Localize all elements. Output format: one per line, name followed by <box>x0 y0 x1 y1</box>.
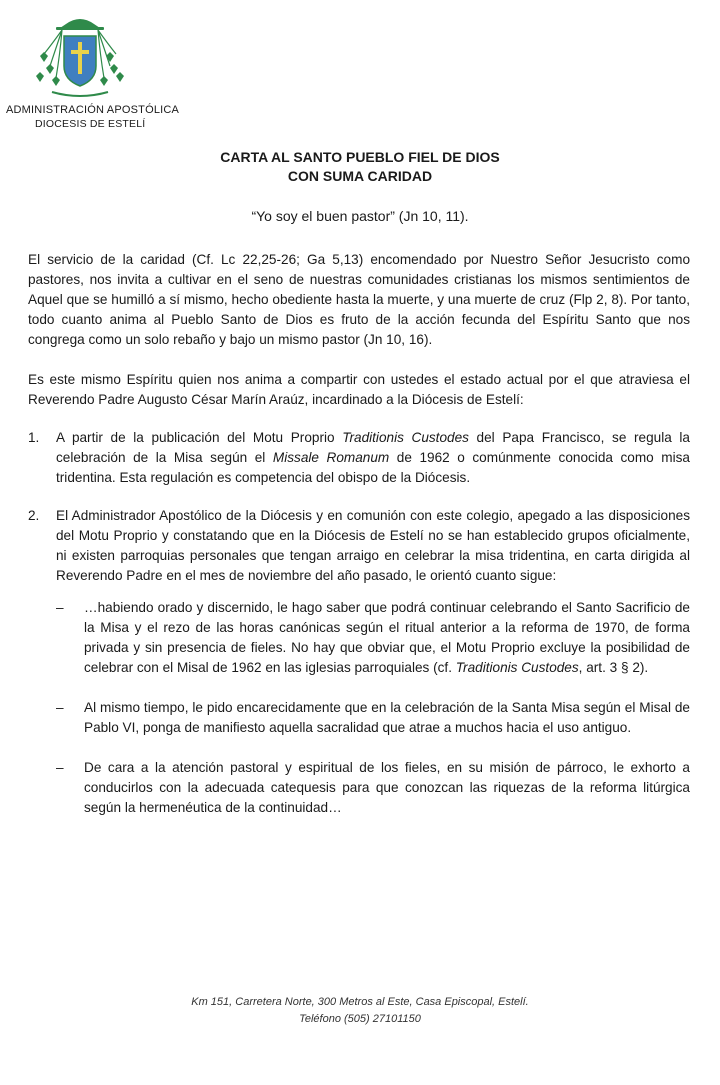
footer-address: Km 151, Carretera Norte, 300 Metros al Este, Casa Episcopal, Estelí. <box>191 996 529 1008</box>
paragraph-1: El servicio de la caridad (Cf. Lc 22,25-26; Ga 5,13) encomendado por Nuestro Señor Jesucristo como pastores, nos invita a cultivar en el seno de nuestras comunidades cristianas los mismos sentimientos de Aquel que se humilló a sí mismo, hecho obediente hasta la muerte, y una muerte de cruz (Flp 2, 8). Por tanto, todo cuanto anima al Pueblo Santo de Dios es fruto de la acción fecunda del Espíritu Santo que nos congrega como un solo rebaño y bajo un mismo pastor (Jn 10, 16). <box>28 252 690 347</box>
paragraph-2: Es este mismo Espíritu quien nos anima a compartir con ustedes el estado actual por el que atraviesa el Reverendo Padre Augusto César Marín Araúz, incardinado a la Diócesis de Estelí: <box>28 372 690 407</box>
footer-phone: Teléfono (505) 27101150 <box>299 1013 421 1025</box>
title-line-1: CARTA AL SANTO PUEBLO FIEL DE DIOS <box>220 149 500 165</box>
item-number: 1. <box>28 430 40 445</box>
episcopal-coat-of-arms-icon <box>30 14 130 104</box>
dash-marker: – <box>56 600 64 615</box>
letter-body <box>28 250 690 838</box>
epigraph-quote: “Yo soy el buen pastor” (Jn 10, 11). <box>251 208 469 224</box>
item-number: 2. <box>28 508 40 523</box>
item-text: El Administrador Apostólico de la Diócesis y en comunión con este colegio, apegado a las disposiciones del Motu Proprio y constatando que en la Diócesis de Estelí no se han establecido grupos oficialmente, ni existen parroquias personales que tengan arraigo en celebrar la misa tridentina, en carta dirigida al Reverendo Padre en el mes de noviembre del año pasado, le orientó cuanto sigue: <box>56 508 690 583</box>
item-text: A partir de la publicación del Motu Proprio Traditionis Custodes del Papa Francisco, se regula la celebración de la Misa según el Missale Romanum de 1962 o comúnmente conocida como misa tridentina. Esta regulación es competencia del obispo de la Diócesis. <box>56 430 690 485</box>
letterhead-footer <box>0 994 720 1028</box>
numbered-item-2 <box>28 506 690 586</box>
issuer-name: ADMINISTRACIÓN APOSTÓLICA <box>6 104 180 116</box>
numbered-item-1 <box>28 428 690 488</box>
dash-marker: – <box>56 760 64 775</box>
letter-title <box>0 148 720 186</box>
list-item-text: …habiendo orado y discernido, le hago saber que podrá continuar celebrando el Santo Sacrificio de la Misa y el rezo de las horas canónicas según el ritual anterior a la reforma de 1970, de forma privada y sin presencia de fieles. No hay que obviar que, el Motu Proprio excluye la posibilidad de celebrar con el Misal de 1962 en las iglesias parroquiales (cf. Traditionis Custodes, art. 3 § 2). <box>84 600 690 675</box>
list-item-text: Al mismo tiempo, le pido encarecidamente que en la celebración de la Santa Misa según el Misal de Pablo VI, ponga de manifiesto aquella sacralidad que atrae a muchos hacia el uso antiguo. <box>84 700 690 735</box>
list-item <box>56 598 690 678</box>
issuer-diocese: DIOCESIS DE ESTELÍ <box>35 118 146 130</box>
list-item <box>56 758 690 818</box>
dash-marker: – <box>56 700 64 715</box>
list-item-text: De cara a la atención pastoral y espiritual de los fieles, en su misión de párroco, le exhorto a conducirlos con la adecuada catequesis para que conozcan las riquezas de la reforma litúrgica según la hermenéutica de la continuidad… <box>84 760 690 815</box>
quoted-instructions <box>56 598 690 818</box>
title-line-2: CON SUMA CARIDAD <box>287 168 433 184</box>
list-item <box>56 698 690 738</box>
